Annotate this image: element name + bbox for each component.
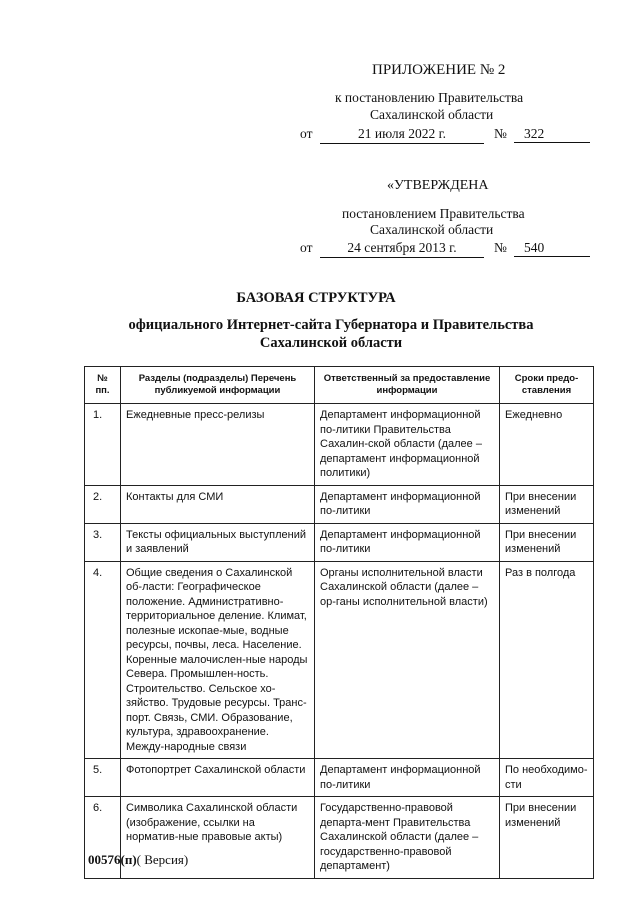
row-section: Контакты для СМИ	[121, 485, 315, 523]
table-header-row	[85, 367, 594, 404]
row-deadline: По необходимо-сти	[500, 759, 594, 797]
row-deadline: При внесении изменений	[500, 797, 594, 879]
document-footer	[88, 852, 188, 868]
document-title: БАЗОВАЯ СТРУКТУРА	[236, 290, 396, 306]
row-responsible: Департамент информационной по-литики	[315, 485, 500, 523]
appendix-title: ПРИЛОЖЕНИЕ № 2	[372, 62, 506, 78]
document-subtitle-line2: Сахалинской области	[259, 335, 403, 351]
row-responsible: Департамент информационной по-литики	[315, 759, 500, 797]
row-section: Тексты официальных выступлений и заявлений	[121, 523, 315, 561]
row-deadline: Раз в полгода	[500, 561, 594, 759]
approved-region-line: Сахалинской области	[370, 222, 494, 237]
approved-number-label: №	[494, 240, 507, 255]
row-responsible: Департамент информационной по-литики Правительства Сахалин-ской области (далее – департамент информационной политики)	[315, 404, 500, 486]
approved-reference-row	[0, 240, 632, 260]
row-number: 3.	[85, 523, 121, 561]
table-row	[85, 523, 594, 561]
appendix-from-label: от	[300, 126, 313, 141]
row-number: 1.	[85, 404, 121, 486]
appendix-region-line: Сахалинской области	[370, 107, 494, 122]
row-responsible: Органы исполнительной власти Сахалинской области (далее – ор-ганы исполнительной власти)	[315, 561, 500, 759]
row-section: Общие сведения о Сахалинской об-ласти: Географическое положение. Административно-территориальное деление. Климат, полезные ископае-мые, водные ресурсы, почвы, леса. Население. Коренные малочислен-ные народы Севера. Промышлен-ность. Строительство. Сельское хо-зяйство. Трудовые ресурсы. Транс-порт. Связь, СМИ. Образование, культура, здравоохранение. Между-народные связи	[121, 561, 315, 759]
row-number: 2.	[85, 485, 121, 523]
header-responsible: Ответственный за предоставление информации	[315, 367, 500, 404]
footer-code: 00576(п)	[88, 852, 137, 867]
row-responsible: Государственно-правовой департа-мент Правительства Сахалинской области (далее – государственно-правовой департамент)	[315, 797, 500, 879]
row-section: Ежедневные пресс-релизы	[121, 404, 315, 486]
appendix-date: 21 июля 2022 г.	[320, 126, 484, 144]
appendix-decree-line: к постановлению Правительства	[335, 90, 524, 105]
row-number: 6.	[85, 797, 121, 879]
row-number: 5.	[85, 759, 121, 797]
approved-decree-line: постановлением Правительства	[342, 206, 525, 221]
approved-title: «УТВЕРЖДЕНА	[387, 178, 489, 193]
table-row	[85, 485, 594, 523]
table-row	[85, 404, 594, 486]
appendix-reference-row	[0, 126, 632, 146]
structure-table	[84, 366, 594, 879]
row-deadline: При внесении изменений	[500, 485, 594, 523]
approved-number: 540	[514, 240, 590, 257]
row-section: Символика Сахалинской области (изображение, ссылки на норматив-ные правовые акты)	[121, 797, 315, 879]
row-deadline: Ежедневно	[500, 404, 594, 486]
row-deadline: При внесении изменений	[500, 523, 594, 561]
table-row	[85, 561, 594, 759]
approved-from-label: от	[300, 240, 313, 255]
footer-version: ( Версия)	[136, 852, 189, 867]
header-deadlines: Сроки предо-ставления	[500, 367, 594, 404]
document-subtitle-line1: официального Интернет-сайта Губернатора и Правительства	[128, 317, 534, 333]
row-section: Фотопортрет Сахалинской области	[121, 759, 315, 797]
approved-date: 24 сентября 2013 г.	[320, 240, 484, 258]
table-row	[85, 759, 594, 797]
appendix-number: 322	[514, 126, 590, 143]
header-sections: Разделы (подразделы) Перечень публикуемой информации	[121, 367, 315, 404]
row-responsible: Департамент информационной по-литики	[315, 523, 500, 561]
header-number: № пп.	[85, 367, 121, 404]
appendix-number-label: №	[494, 126, 507, 141]
row-number: 4.	[85, 561, 121, 759]
